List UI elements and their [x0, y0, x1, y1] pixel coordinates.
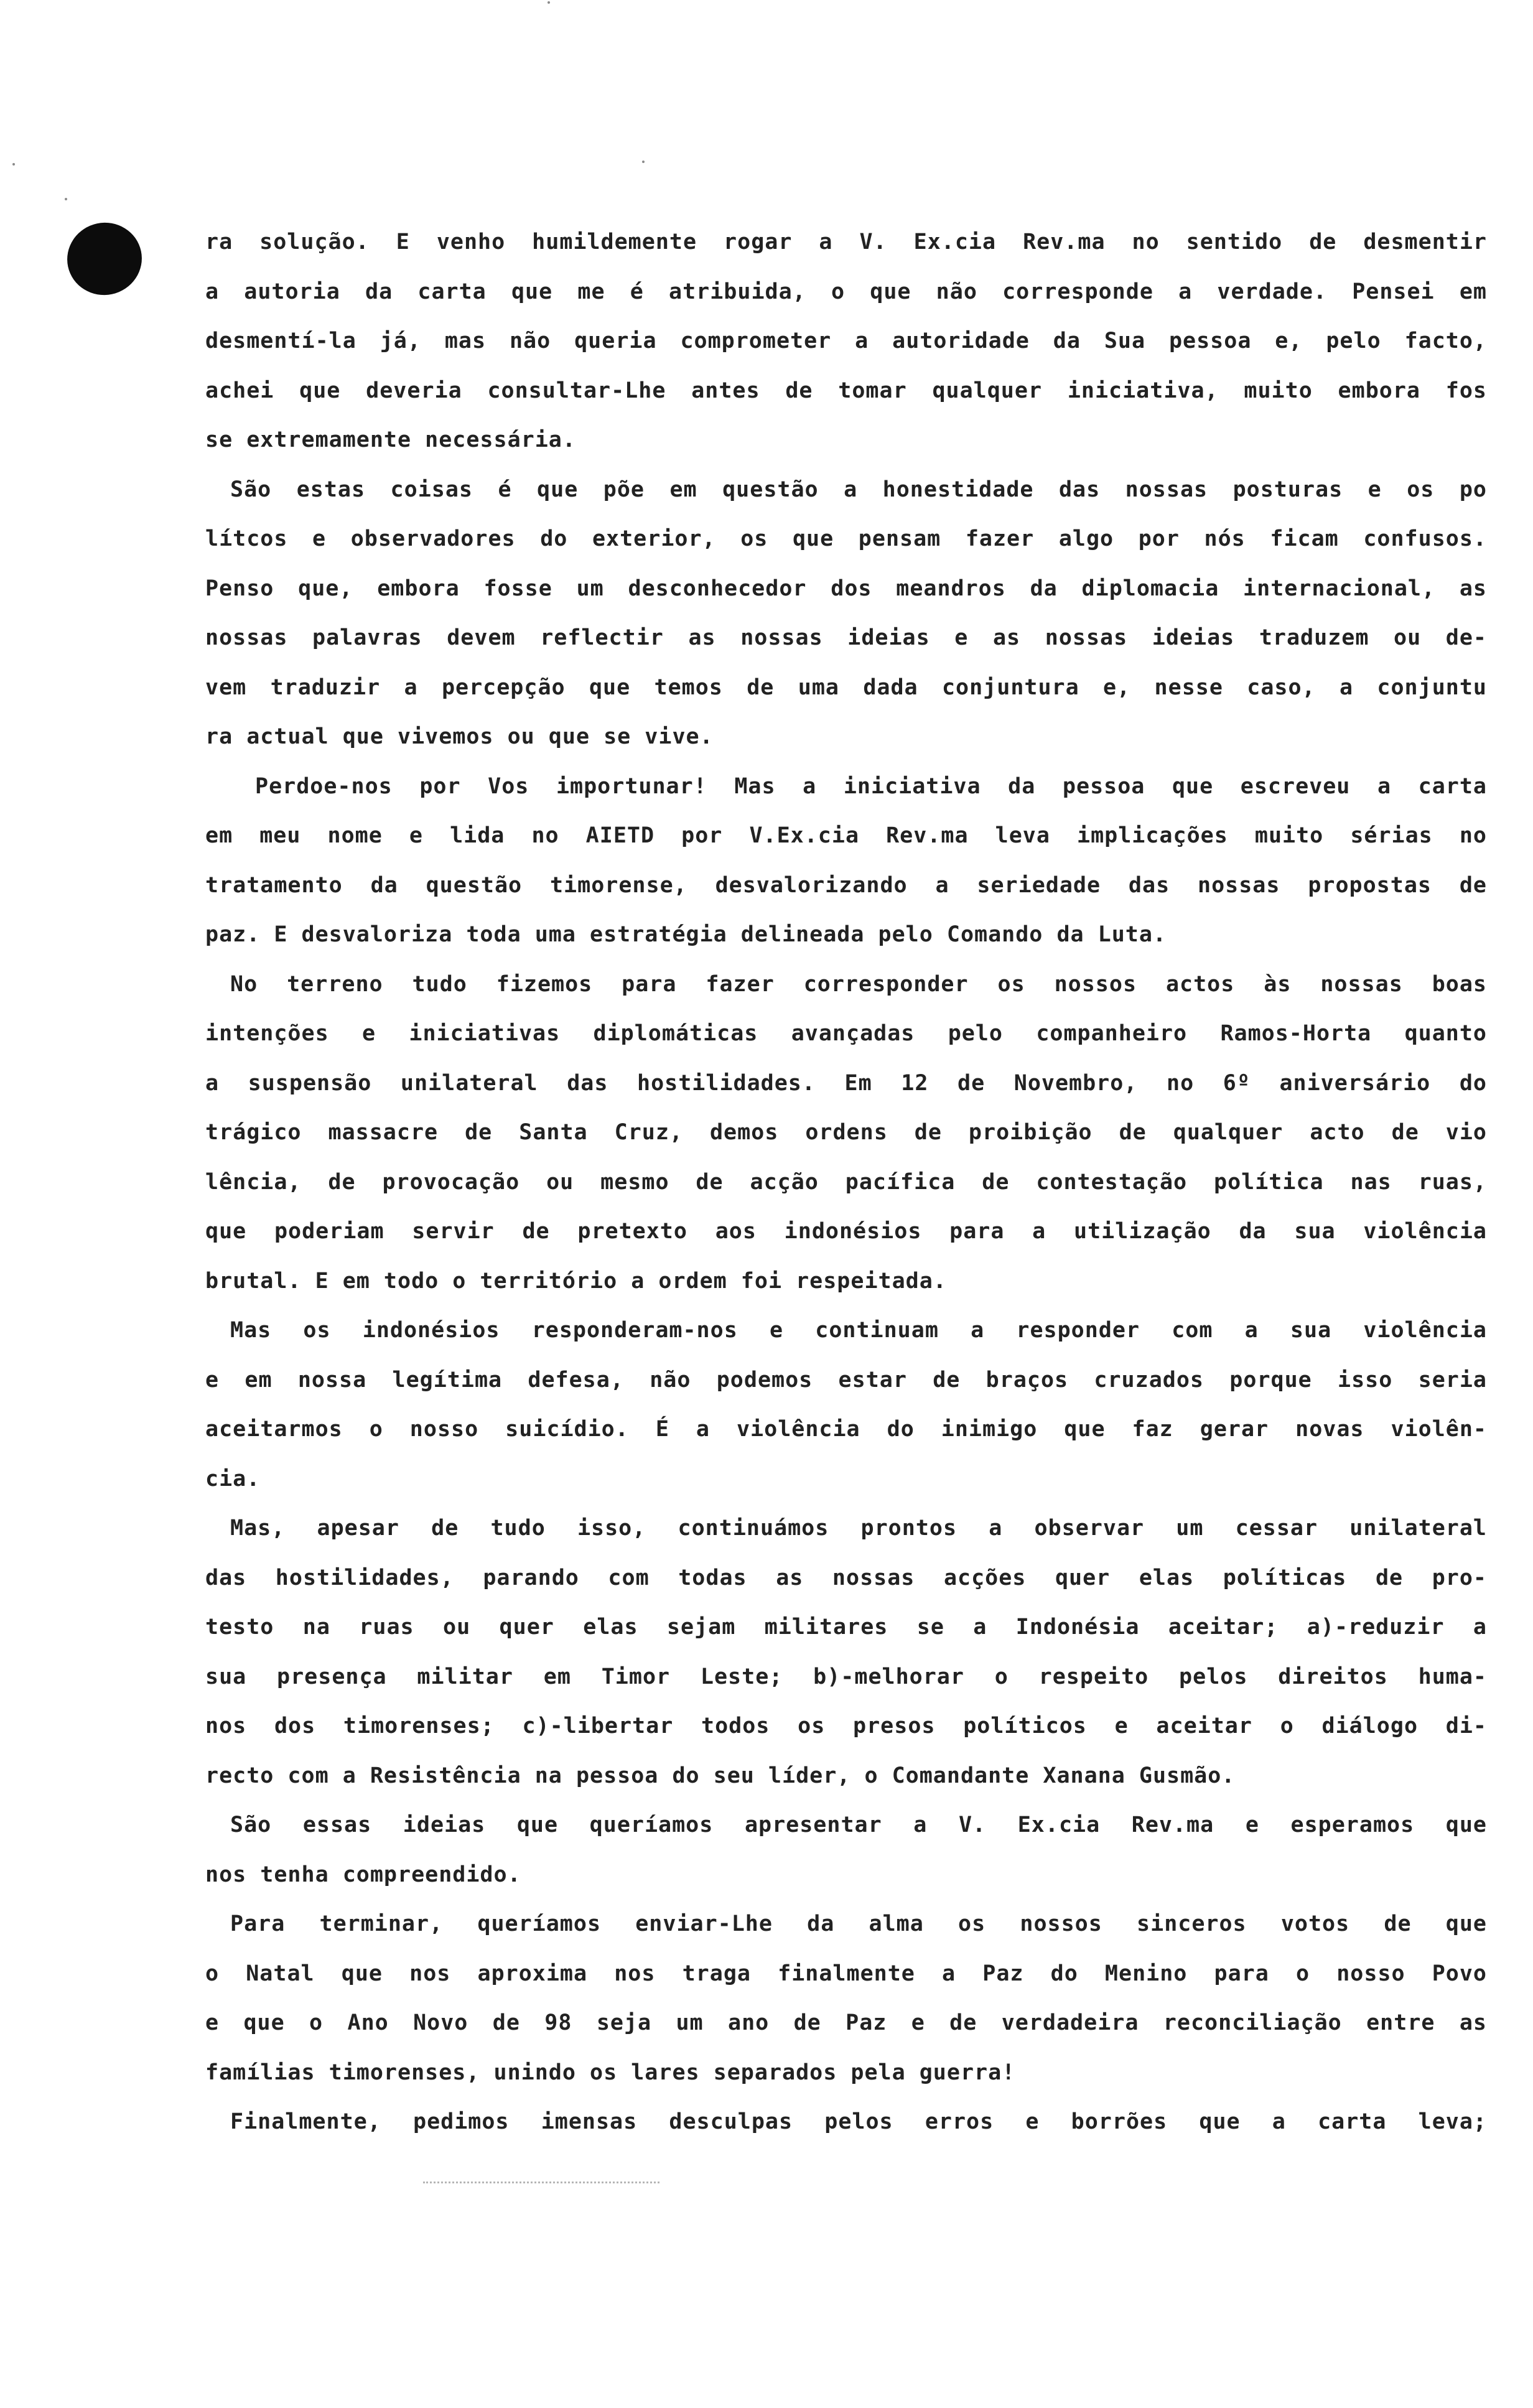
scan-smudge [423, 2178, 659, 2183]
text-line: Para terminar, queríamos enviar-Lhe da alma os nossos sinceros votos de que [230, 1911, 1487, 1936]
text-line: recto com a Resistência na pessoa do seu líder, o Comandante Xanana Gusmão. [205, 1763, 1236, 1788]
text-line: a suspensão unilateral das hostilidades. Em 12 de Novembro, no 6º aniversário do [205, 1070, 1487, 1096]
scan-speck [642, 161, 645, 163]
text-line: paz. E desvaloriza toda uma estratégia delineada pelo Comando da Luta. [205, 922, 1167, 947]
scan-speck [65, 198, 67, 200]
text-line: o Natal que nos aproxima nos traga finalmente a Paz do Menino para o nosso Povo [205, 1961, 1487, 1986]
text-line: nossas palavras devem reflectir as nossas ideias e as nossas ideias traduzem ou de- [205, 625, 1487, 650]
text-line: lítcos e observadores do exterior, os que pensam fazer algo por nós ficam confusos. [205, 526, 1487, 551]
text-line: cia. [205, 1466, 261, 1491]
text-line: São estas coisas é que põe em questão a honestidade das nossas posturas e os po [230, 477, 1487, 502]
text-line: Finalmente, pedimos imensas desculpas pelos erros e borrões que a carta leva; [230, 2109, 1487, 2134]
text-line: se extremamente necessária. [205, 427, 576, 452]
scan-speck [12, 163, 15, 166]
text-line: ra solução. E venho humildemente rogar a V. Ex.cia Rev.ma no sentido de desmentir [205, 230, 1487, 254]
text-line: e que o Ano Novo de 98 seja um ano de Paz e de verdadeira reconciliação entre as [205, 2010, 1487, 2035]
text-line: testo na ruas ou quer elas sejam militares se a Indonésia aceitar; a)-reduzir a [205, 1615, 1487, 1640]
text-line: No terreno tudo fizemos para fazer corresponder os nossos actos às nossas boas [230, 971, 1487, 997]
text-line: desmentí-la já, mas não queria comprometer a autoridade da Sua pessoa e, pelo facto, [205, 329, 1487, 353]
text-line: em meu nome e lida no AIETD por V.Ex.cia Rev.ma leva implicações muito sérias no [205, 823, 1487, 848]
text-line: aceitarmos o nosso suicídio. É a violência do inimigo que faz gerar novas violên- [205, 1417, 1487, 1442]
text-line: trágico massacre de Santa Cruz, demos ordens de proibição de qualquer acto de vio [205, 1120, 1487, 1145]
text-line: das hostilidades, parando com todas as nossas acções quer elas políticas de pro- [205, 1565, 1487, 1590]
text-line: brutal. E em todo o território a ordem foi respeitada. [205, 1268, 947, 1294]
scan-speck [548, 1, 550, 4]
text-line: e em nossa legítima defesa, não podemos estar de braços cruzados porque isso seria [205, 1367, 1487, 1393]
text-line: lência, de provocação ou mesmo de acção pacífica de contestação política nas ruas, [205, 1169, 1487, 1195]
text-line: ra actual que vivemos ou que se vive. [205, 724, 714, 749]
text-line: Perdoe-nos por Vos importunar! Mas a iniciativa da pessoa que escreveu a carta [255, 773, 1487, 799]
text-line: Penso que, embora fosse um desconhecedor dos meandros da diplomacia internacional, as [205, 576, 1487, 601]
text-line: vem traduzir a percepção que temos de uma dada conjuntura e, nesse caso, a conjuntu [205, 674, 1487, 700]
text-line: nos dos timorenses; c)-libertar todos os presos políticos e aceitar o diálogo di- [205, 1714, 1487, 1738]
text-line: Mas os indonésios responderam-nos e continuam a responder com a sua violência [230, 1318, 1487, 1343]
text-line: Mas, apesar de tudo isso, continuámos prontos a observar um cessar unilateral [230, 1516, 1487, 1541]
letter-body [205, 218, 1487, 2147]
text-line: nos tenha compreendido. [205, 1862, 521, 1887]
text-line: achei que deveria consultar-Lhe antes de tomar qualquer iniciativa, muito embora fos [205, 378, 1487, 403]
text-line: sua presença militar em Timor Leste; b)-melhorar o respeito pelos direitos huma- [205, 1664, 1487, 1689]
text-line: que poderiam servir de pretexto aos indonésios para a utilização da sua violência [205, 1219, 1487, 1244]
text-line: São essas ideias que queríamos apresentar a V. Ex.cia Rev.ma e esperamos que [230, 1813, 1487, 1837]
text-line: famílias timorenses, unindo os lares separados pela guerra! [205, 2060, 1016, 2085]
text-line: tratamento da questão timorense, desvalorizando a seriedade das nossas propostas de [205, 872, 1487, 898]
text-line: intenções e iniciativas diplomáticas avançadas pelo companheiro Ramos-Horta quanto [205, 1021, 1487, 1046]
ink-blot [60, 216, 148, 302]
text-line: a autoria da carta que me é atribuida, o que não corresponde a verdade. Pensei em [205, 279, 1487, 304]
